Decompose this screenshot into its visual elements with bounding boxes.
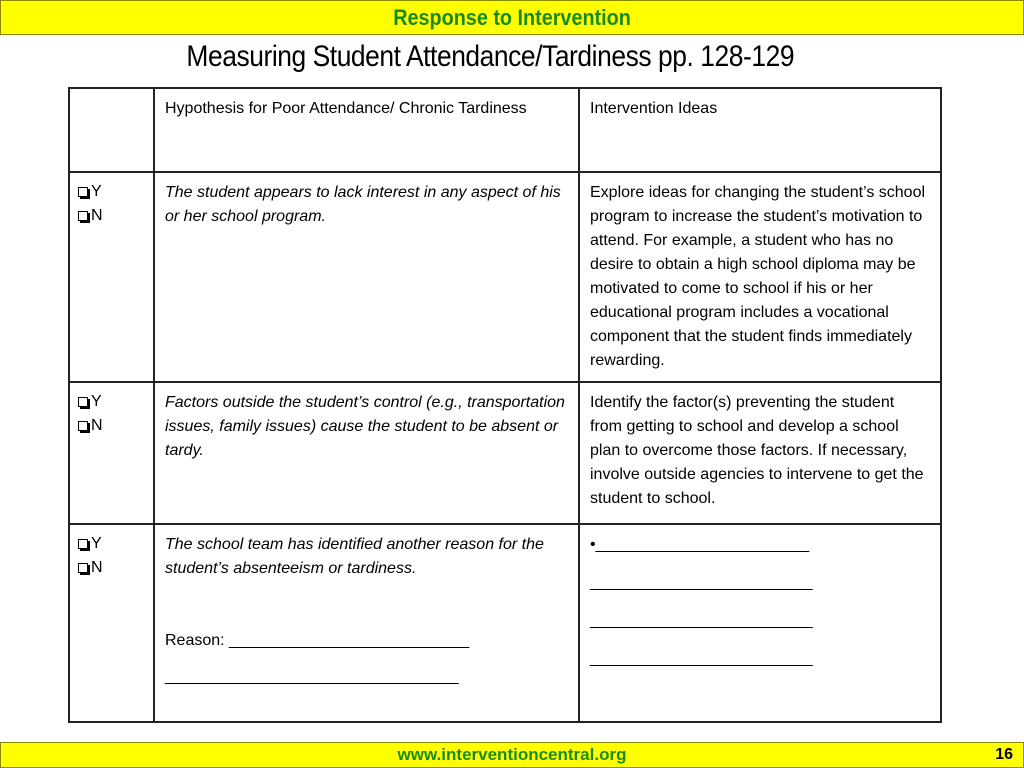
- yes-no-checkboxes: [69, 172, 154, 382]
- checkbox-icon[interactable]: [78, 187, 88, 197]
- other-reason-text: The school team has identified another reason for the student’s absenteeism or tardiness.: [165, 536, 544, 577]
- attendance-table: [68, 87, 942, 723]
- reason-field-line2[interactable]: _________________________________: [165, 668, 459, 685]
- intervention-cell: Explore ideas for changing the student’s school program to increase the student’s motivation to attend. For example, a student who has no desire to obtain a high school diploma may be motivated to come to school if his or her educational program includes a vocational component that the student finds immediately rewarding.: [579, 172, 941, 382]
- intervention-blank-line[interactable]: _________________________: [590, 650, 813, 667]
- table-row: [69, 172, 941, 382]
- hypothesis-cell: [154, 524, 579, 722]
- intervention-blank-line[interactable]: _________________________: [590, 574, 813, 591]
- intervention-cell: Identify the factor(s) preventing the student from getting to school and develop a school plan to overcome those factors. If necessary, involve outside agencies to intervene to get the student to school.: [579, 382, 941, 524]
- intervention-blank-line[interactable]: •________________________: [590, 536, 810, 553]
- checkbox-no[interactable]: N: [78, 204, 153, 228]
- checkbox-yes[interactable]: Y: [78, 180, 153, 204]
- table-row: [69, 524, 941, 722]
- checkbox-yes[interactable]: Y: [78, 532, 153, 556]
- checkbox-icon[interactable]: [78, 397, 88, 407]
- hypothesis-cell: The student appears to lack interest in any aspect of his or her school program.: [154, 172, 579, 382]
- footer-bar: [0, 742, 1024, 768]
- page-number: 16: [995, 746, 1013, 763]
- checkbox-yes[interactable]: Y: [78, 390, 153, 414]
- table-row: [69, 382, 941, 524]
- top-banner: [0, 0, 1024, 35]
- checkbox-no[interactable]: N: [78, 556, 153, 580]
- checkbox-icon[interactable]: [78, 421, 88, 431]
- reason-field[interactable]: Reason: ___________________________: [165, 632, 470, 649]
- checkbox-no[interactable]: N: [78, 414, 153, 438]
- footer-url[interactable]: www.interventioncentral.org: [397, 745, 627, 764]
- yes-no-checkboxes: [69, 524, 154, 722]
- yes-no-checkboxes: [69, 382, 154, 524]
- header-cell-intervention: Intervention Ideas: [579, 88, 941, 172]
- page-title: Measuring Student Attendance/Tardiness pp. 128-129: [186, 40, 794, 73]
- checkbox-icon[interactable]: [78, 539, 88, 549]
- hypothesis-cell: Factors outside the student’s control (e.g., transportation issues, family issues) cause the student to be absent or tardy.: [154, 382, 579, 524]
- table-header-row: [69, 88, 941, 172]
- header-cell-hypothesis: Hypothesis for Poor Attendance/ Chronic Tardiness: [154, 88, 579, 172]
- checkbox-icon[interactable]: [78, 563, 88, 573]
- checkbox-icon[interactable]: [78, 211, 88, 221]
- intervention-blank-line[interactable]: _________________________: [590, 612, 813, 629]
- header-cell-yn: [69, 88, 154, 172]
- intervention-cell: [579, 524, 941, 722]
- banner-title: Response to Intervention: [393, 4, 631, 30]
